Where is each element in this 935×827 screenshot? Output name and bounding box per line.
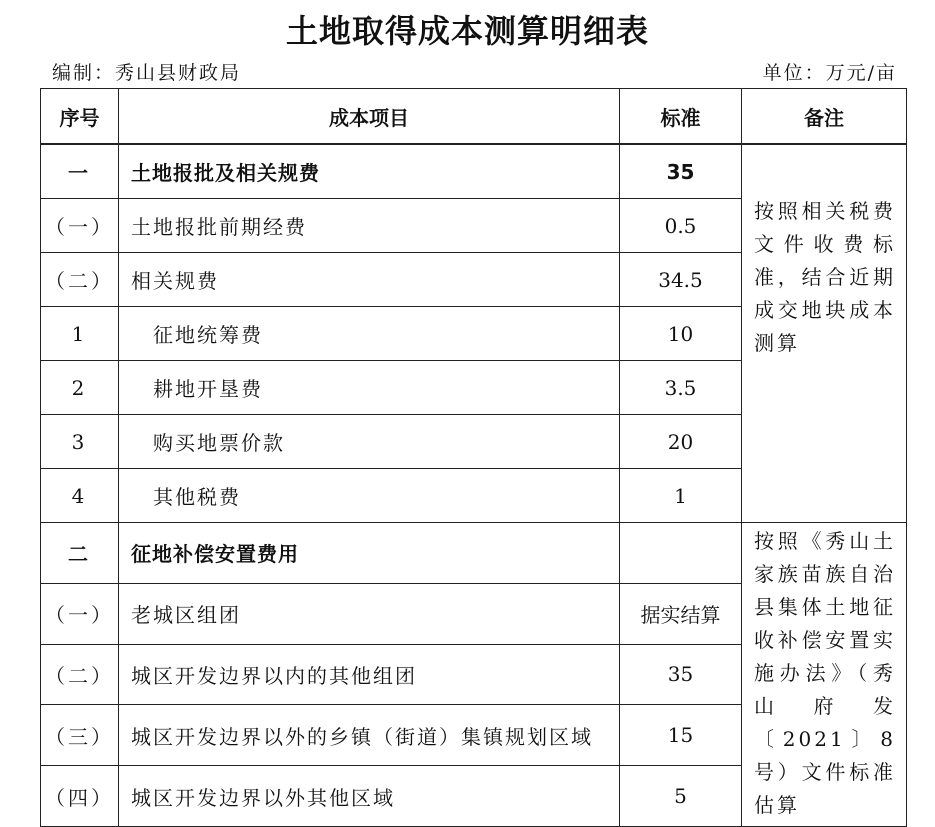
table-header-row: [41, 89, 907, 145]
row-standard: 35: [620, 144, 742, 199]
row-standard: 0.5: [620, 199, 742, 253]
row-standard: 据实结算: [620, 583, 742, 644]
row-standard: 20: [620, 415, 742, 469]
row-seq: 二: [41, 523, 119, 584]
row-item: 相关规费: [119, 253, 620, 307]
row-item: 土地报批前期经费: [119, 199, 620, 253]
document-title: 土地取得成本测算明细表: [285, 12, 649, 50]
unit-label: 单位：万元/亩: [762, 62, 897, 84]
row-seq: （二）: [41, 644, 119, 705]
row-standard: [620, 523, 742, 584]
table-row: [41, 144, 907, 199]
row-seq: 4: [41, 469, 119, 523]
row-standard: 5: [620, 766, 742, 827]
row-seq: （一）: [41, 583, 119, 644]
row-seq: 一: [41, 144, 119, 199]
row-standard: 1: [620, 469, 742, 523]
compiler-label: 编制：秀山县财政局: [52, 62, 242, 84]
header-standard: 标准: [620, 89, 742, 145]
row-item: 城区开发边界以内的其他组团: [119, 644, 620, 705]
row-item: 老城区组团: [119, 583, 620, 644]
header-item: 成本项目: [119, 89, 620, 145]
row-standard: 15: [620, 705, 742, 766]
row-item: 城区开发边界以外其他区域: [119, 766, 620, 827]
row-seq: 2: [41, 361, 119, 415]
row-item: 其他税费: [119, 469, 620, 523]
row-standard: 35: [620, 644, 742, 705]
row-seq: （三）: [41, 705, 119, 766]
header-seq: 序号: [41, 89, 119, 145]
row-item: 征地补偿安置费用: [119, 523, 620, 584]
row-seq: 1: [41, 307, 119, 361]
row-item: 耕地开垦费: [119, 361, 620, 415]
row-standard: 3.5: [620, 361, 742, 415]
row-seq: （二）: [41, 253, 119, 307]
row-standard: 34.5: [620, 253, 742, 307]
header-note: 备注: [742, 89, 907, 145]
row-item: 购买地票价款: [119, 415, 620, 469]
row-seq: （一）: [41, 199, 119, 253]
row-seq: （四）: [41, 766, 119, 827]
note-group-2: 按照《秀山土家族苗族自治县集体土地征收补偿安置实施办法》（秀山府发〔2021〕8号）文件标准估算: [742, 523, 907, 827]
row-item: 城区开发边界以外的乡镇（街道）集镇规划区域: [119, 705, 620, 766]
table-row: [41, 523, 907, 584]
row-standard: 10: [620, 307, 742, 361]
cost-table: [40, 88, 907, 827]
row-item: 征地统筹费: [119, 307, 620, 361]
row-item: 土地报批及相关规费: [119, 144, 620, 199]
row-seq: 3: [41, 415, 119, 469]
note-group-1: 按照相关税费文件收费标准，结合近期成交地块成本测算: [742, 144, 907, 523]
